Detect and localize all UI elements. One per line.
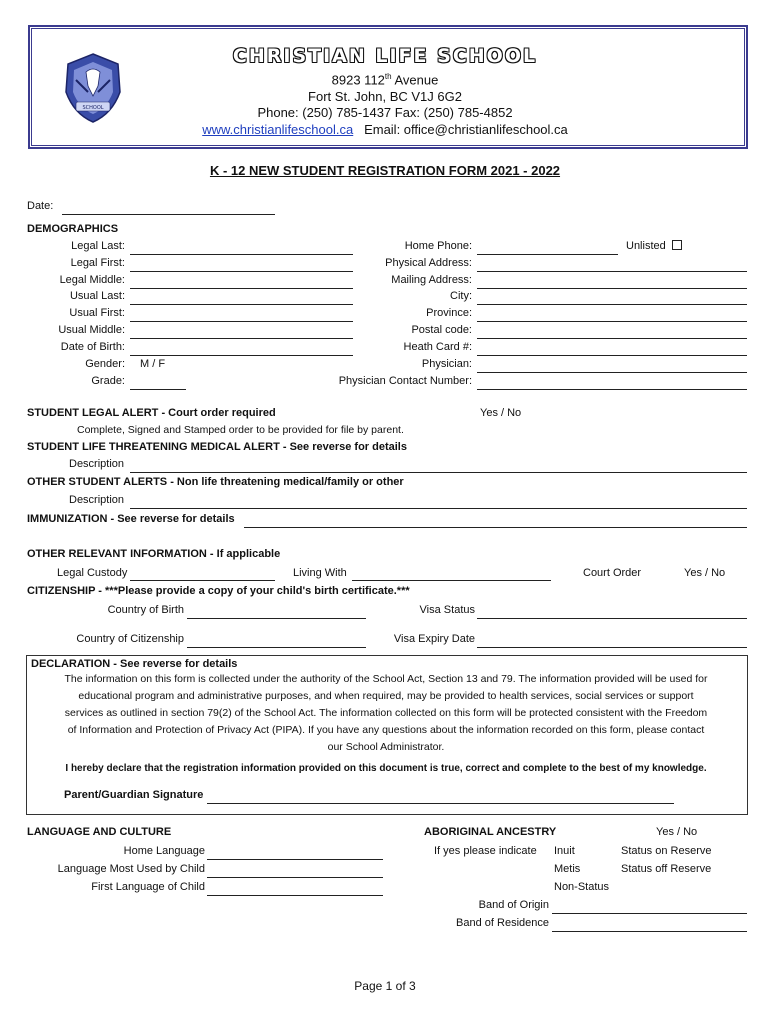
immunization-heading: IMMUNIZATION - See reverse for details — [27, 513, 235, 525]
country-birth-field[interactable] — [187, 618, 366, 619]
physician-contact-label: Physician Contact Number: — [338, 375, 472, 387]
page-number: Page 1 of 3 — [354, 979, 416, 993]
visa-status-label: Visa Status — [419, 604, 475, 616]
band-origin-field[interactable] — [552, 913, 747, 914]
dob-field[interactable] — [130, 355, 353, 356]
mailing-address-field[interactable] — [477, 288, 747, 289]
metis-option[interactable]: Metis — [554, 863, 581, 875]
date-field[interactable] — [62, 214, 275, 215]
physician-label: Physician: — [421, 358, 472, 370]
usual-last-label: Usual Last: — [69, 290, 125, 302]
medical-description-label: Description — [69, 458, 125, 470]
usual-first-field[interactable] — [130, 321, 353, 322]
grade-label: Grade: — [91, 375, 125, 387]
status-off-reserve-option[interactable]: Status off Reserve — [621, 863, 712, 875]
medical-description-field[interactable] — [130, 472, 747, 473]
physician-contact-field[interactable] — [477, 389, 747, 390]
signature-label: Parent/Guardian Signature — [64, 789, 204, 801]
usual-middle-field[interactable] — [130, 338, 353, 339]
school-city: Fort St. John, BC V1J 6G2 — [308, 89, 462, 104]
aboriginal-heading: ABORIGINAL ANCESTRY — [424, 826, 557, 838]
form-title: K - 12 NEW STUDENT REGISTRATION FORM 2021 - 2022 — [209, 163, 561, 178]
city-label: City: — [450, 290, 472, 302]
declaration-line-3: services as outlined in section 79(2) of the School Act. The information collected on this form will be protected consistent with the Freedom — [64, 707, 708, 719]
city-field[interactable] — [477, 304, 747, 305]
living-with-label: Living With — [293, 567, 347, 579]
legal-middle-label: Legal Middle: — [59, 274, 125, 286]
legal-custody-field[interactable] — [130, 580, 275, 581]
school-phone-fax: Phone: (250) 785-1437 Fax: (250) 785-4852 — [257, 105, 513, 120]
school-contact — [170, 122, 600, 137]
medical-alert-heading: STUDENT LIFE THREATENING MEDICAL ALERT - See reverse for details — [27, 441, 407, 453]
unlisted-checkbox[interactable] — [672, 240, 682, 250]
country-citizenship-field[interactable] — [187, 647, 366, 648]
gender-options[interactable]: M / F — [140, 358, 166, 370]
usual-middle-label: Usual Middle: — [58, 324, 125, 336]
visa-expiry-label: Visa Expiry Date — [393, 633, 475, 645]
declaration-line-4: of Information and Protection of Privacy Act (PIPA). If you have any questions about the information recorded on this form, please contact — [67, 724, 705, 736]
unlisted-option[interactable] — [626, 240, 682, 252]
school-name: CHRISTIAN LIFE SCHOOL — [232, 45, 538, 67]
declaration-line-5: our School Administrator. — [327, 741, 445, 753]
most-used-language-field[interactable] — [207, 877, 383, 878]
status-on-reserve-option[interactable]: Status on Reserve — [621, 845, 712, 857]
declaration-line-1: The information on this form is collected under the authority of the School Act, Section 13 and 79. The information provided will be used for — [64, 673, 708, 685]
language-heading: LANGUAGE AND CULTURE — [27, 826, 172, 838]
legal-alert-heading: STUDENT LEGAL ALERT - Court order required — [27, 407, 276, 419]
band-residence-label: Band of Residence — [456, 917, 549, 929]
if-yes-label: If yes please indicate — [434, 845, 537, 857]
citizenship-heading: CITIZENSHIP - ***Please provide a copy of your child's birth certificate.*** — [27, 585, 410, 597]
mailing-address-label: Mailing Address: — [391, 274, 472, 286]
first-language-label: First Language of Child — [91, 881, 205, 893]
other-info-heading: OTHER RELEVANT INFORMATION - If applicable — [27, 548, 281, 560]
usual-last-field[interactable] — [130, 304, 353, 305]
other-description-field[interactable] — [130, 508, 747, 509]
other-description-label: Description — [69, 494, 125, 506]
aboriginal-yes-no[interactable]: Yes / No — [656, 826, 698, 838]
legal-first-label: Legal First: — [70, 257, 125, 269]
court-order-yes-no[interactable]: Yes / No — [684, 567, 726, 579]
country-citizenship-label: Country of Citizenship — [76, 633, 184, 645]
non-status-option[interactable]: Non-Status — [554, 881, 610, 893]
court-order-label: Court Order — [583, 567, 642, 579]
school-crest-logo — [62, 52, 124, 124]
usual-first-label: Usual First: — [69, 307, 125, 319]
inuit-option[interactable]: Inuit — [554, 845, 575, 857]
physical-address-field[interactable] — [477, 271, 747, 272]
school-email: Email: office@christianlifeschool.ca — [364, 122, 568, 137]
legal-custody-label: Legal Custody — [57, 567, 128, 579]
dob-label: Date of Birth: — [60, 341, 125, 353]
legal-last-label: Legal Last: — [71, 240, 125, 252]
first-language-field[interactable] — [207, 895, 383, 896]
legal-middle-field[interactable] — [130, 288, 353, 289]
grade-field[interactable] — [130, 389, 186, 390]
date-label: Date: — [27, 200, 54, 212]
logo-text: SCHOOL — [82, 105, 104, 111]
province-label: Province: — [426, 307, 472, 319]
visa-expiry-field[interactable] — [477, 647, 747, 648]
legal-last-field[interactable] — [130, 254, 353, 255]
legal-alert-yes-no[interactable]: Yes / No — [480, 407, 522, 419]
legal-alert-note: Complete, Signed and Stamped order to be provided for file by parent. — [77, 424, 404, 436]
postal-code-label: Postal code: — [411, 324, 472, 336]
visa-status-field[interactable] — [477, 618, 747, 619]
home-language-field[interactable] — [207, 859, 383, 860]
immunization-field[interactable] — [244, 527, 747, 528]
declaration-heading: DECLARATION - See reverse for details — [31, 658, 238, 670]
most-used-language-label: Language Most Used by Child — [57, 863, 205, 875]
school-address: 8923 112th Avenue — [331, 72, 439, 88]
demographics-heading: DEMOGRAPHICS — [27, 223, 119, 235]
home-phone-field[interactable] — [477, 254, 618, 255]
band-origin-label: Band of Origin — [478, 899, 549, 911]
declaration-affirmation: I hereby declare that the registration information provided on this document is true, correct and complete to the best of my knowledge. — [65, 763, 707, 774]
physical-address-label: Physical Address: — [385, 257, 472, 269]
gender-label: Gender: — [85, 358, 125, 370]
country-birth-label: Country of Birth — [107, 604, 184, 616]
website-link[interactable]: www.christianlifeschool.ca — [202, 122, 354, 137]
physician-field[interactable] — [477, 372, 747, 373]
health-card-field[interactable] — [477, 355, 747, 356]
signature-field[interactable] — [207, 803, 674, 804]
home-language-label: Home Language — [123, 845, 205, 857]
band-residence-field[interactable] — [552, 931, 747, 932]
other-alerts-heading: OTHER STUDENT ALERTS - Non life threatening medical/family or other — [27, 476, 404, 488]
home-phone-label: Home Phone: — [404, 240, 472, 252]
living-with-field[interactable] — [352, 580, 551, 581]
legal-first-field[interactable] — [130, 271, 353, 272]
postal-code-field[interactable] — [477, 338, 747, 339]
province-field[interactable] — [477, 321, 747, 322]
unlisted-label: Unlisted — [626, 240, 666, 252]
health-card-label: Heath Card #: — [403, 341, 472, 353]
declaration-line-2: educational program and administrative purposes, and when required, may be provided to health services, social services or support — [78, 690, 694, 702]
